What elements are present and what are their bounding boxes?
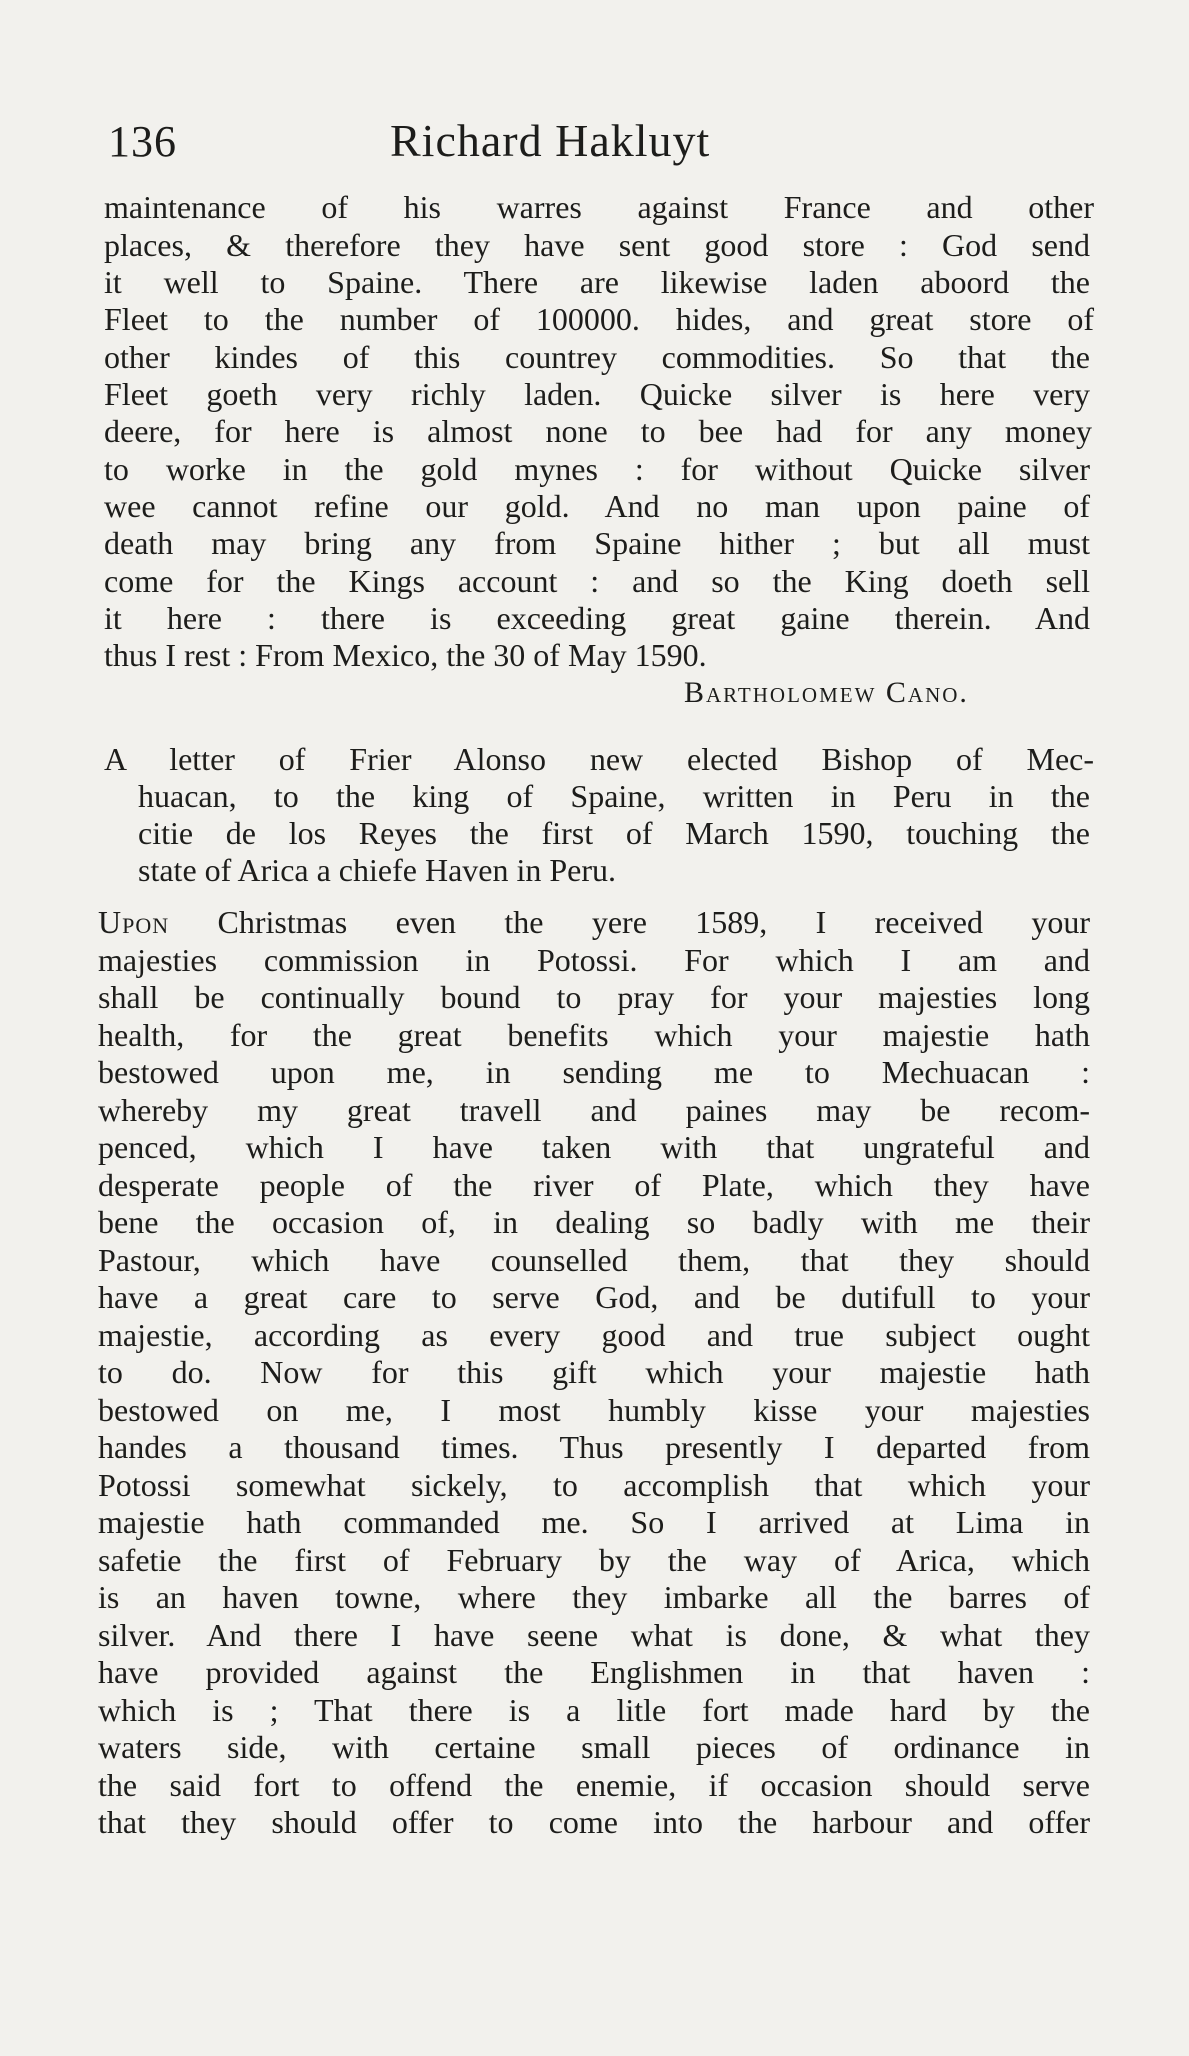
text-line: places, & therefore they have sent good store : God send [104, 227, 1090, 263]
text-line: it well to Spaine. There are likewise laden aboord the [104, 264, 1090, 300]
text-line: wee cannot refine our gold. And no man upon paine of [104, 488, 1090, 524]
heading-line: citie de los Reyes the first of March 1590, touching the [138, 815, 1090, 851]
text-line: is an haven towne, where they imbarke all the barres of [98, 1579, 1090, 1615]
text-line: majesties commission in Potossi. For which I am and [98, 942, 1090, 978]
text-line: silver. And there I have seene what is done, & what they [98, 1617, 1090, 1653]
text-line: safetie the first of February by the way of Arica, which [98, 1542, 1090, 1578]
opening-word: Upon [98, 904, 170, 940]
text-line: majestie hath commanded me. So I arrived at Lima in [98, 1504, 1090, 1540]
text-line: whereby my great travell and paines may be recom- [98, 1092, 1090, 1128]
page-number: 136 [108, 117, 177, 166]
text-line: handes a thousand times. Thus presently I departed from [98, 1429, 1090, 1465]
first-line-text: Christmas even the yere 1589, I received your [169, 904, 1090, 940]
heading-line: A letter of Frier Alonso new elected Bishop of Mec- [104, 741, 1094, 777]
running-title: Richard Hakluyt [390, 115, 711, 166]
heading-line: huacan, to the king of Spaine, written in Peru in the [138, 778, 1090, 814]
text-line: shall be continually bound to pray for your majesties long [98, 979, 1090, 1015]
text-line: waters side, with certaine small pieces of ordinance in [98, 1729, 1090, 1765]
text-line: penced, which I have taken with that ungrateful and [98, 1129, 1090, 1165]
text-line [98, 903, 1090, 941]
text-line: deere, for here is almost none to bee had for any money [104, 413, 1092, 449]
text-line: bestowed on me, I most humbly kisse your majesties [98, 1392, 1090, 1428]
text-line: desperate people of the river of Plate, which they have [98, 1167, 1090, 1203]
text-line: bestowed upon me, in sending me to Mechuacan : [98, 1054, 1090, 1090]
text-line: thus I rest : From Mexico, the 30 of May 1590. [104, 637, 707, 673]
text-line: other kindes of this countrey commodities. So that the [104, 339, 1090, 375]
text-line: maintenance of his warres against France and other [104, 189, 1094, 225]
heading-line: state of Arica a chiefe Haven in Peru. [138, 852, 617, 888]
text-line: the said fort to offend the enemie, if occasion should serve [98, 1767, 1090, 1803]
letter-signature: Bartholomew Cano. [684, 676, 969, 709]
text-line: to do. Now for this gift which your majestie hath [98, 1354, 1090, 1390]
text-line: Potossi somewhat sickely, to accomplish that which your [98, 1467, 1090, 1503]
text-line: Pastour, which have counselled them, that they should [98, 1242, 1090, 1278]
running-head [108, 108, 1088, 188]
text-line: have a great care to serve God, and be dutifull to your [98, 1279, 1090, 1315]
text-line: Fleet goeth very richly laden. Quicke silver is here very [104, 376, 1090, 412]
text-line: it here : there is exceeding great gaine therein. And [104, 600, 1090, 636]
text-line: that they should offer to come into the harbour and offer [98, 1804, 1090, 1840]
text-line: Fleet to the number of 100000. hides, and great store of [104, 301, 1094, 337]
text-line: have provided against the Englishmen in that haven : [98, 1654, 1090, 1690]
text-line: bene the occasion of, in dealing so badly with me their [98, 1204, 1090, 1240]
text-line: health, for the great benefits which your majestie hath [98, 1017, 1090, 1053]
text-line: majestie, according as every good and true subject ought [98, 1317, 1090, 1353]
text-line: death may bring any from Spaine hither ; but all must [104, 525, 1090, 561]
text-line: to worke in the gold mynes : for without Quicke silver [104, 451, 1090, 487]
text-line: come for the Kings account : and so the King doeth sell [104, 563, 1090, 599]
text-line: which is ; That there is a litle fort made hard by the [98, 1692, 1090, 1728]
